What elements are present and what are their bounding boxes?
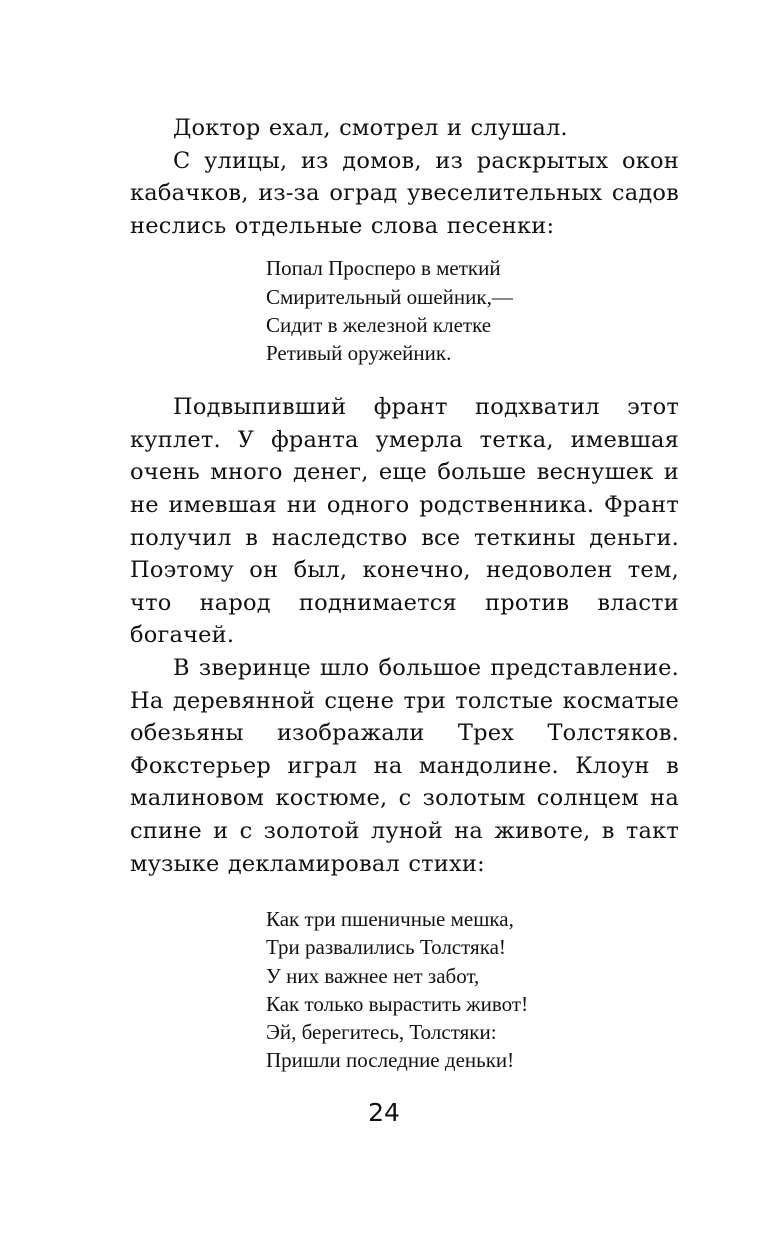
paragraph: Подвыпивший франт подхватил этот куплет. У франта умерла тетка, имевшая очень много денег, еще больше веснушек и не имевшая ни одного родственника. Франт получил в наследство все теткины деньги. Поэтому он был, конечно, недоволен тем, что народ поднимается против власти богачей.	[130, 394, 679, 649]
verse-line: Смирительный ошейник,—	[266, 284, 513, 309]
verse-line: У них важнее нет забот,	[266, 963, 480, 988]
page-number: 24	[368, 1098, 400, 1127]
song-verse	[266, 254, 768, 367]
prose-block-1	[130, 112, 679, 242]
paragraph: Доктор ехал, смотрел и слушал.	[173, 115, 568, 141]
clown-verse	[266, 905, 768, 1074]
verse-line: Как три пшеничные мешка,	[266, 907, 514, 932]
verse-line: Три развалились Толстяка!	[266, 935, 506, 960]
verse-line: Как только вырастить живот!	[266, 991, 529, 1016]
verse-line: Эй, берегитесь, Толстяки:	[266, 1019, 497, 1044]
prose-block-2	[130, 391, 679, 880]
verse-line: Пришли последние деньки!	[266, 1048, 515, 1073]
verse-line: Попал Просперо в меткий	[266, 256, 501, 281]
book-page	[130, 112, 679, 1074]
verse-line: Сидит в железной клетке	[266, 312, 492, 337]
paragraph: С улицы, из домов, из раскрытых окон кабачков, из-за оград увеселительных садов неслись отдельные слова песенки:	[130, 147, 679, 239]
verse-line: Ретивый оружейник.	[266, 340, 452, 365]
paragraph: В зверинце шло большое представление. На деревянной сцене три толстые косматые обезьяны изображали Трех Толстяков. Фокстерьер играл на мандолине. Клоун в малиновом костюме, с золотым солнцем на спине и с золотой луной на животе, в такт музыке декламировал стихи:	[130, 654, 679, 877]
